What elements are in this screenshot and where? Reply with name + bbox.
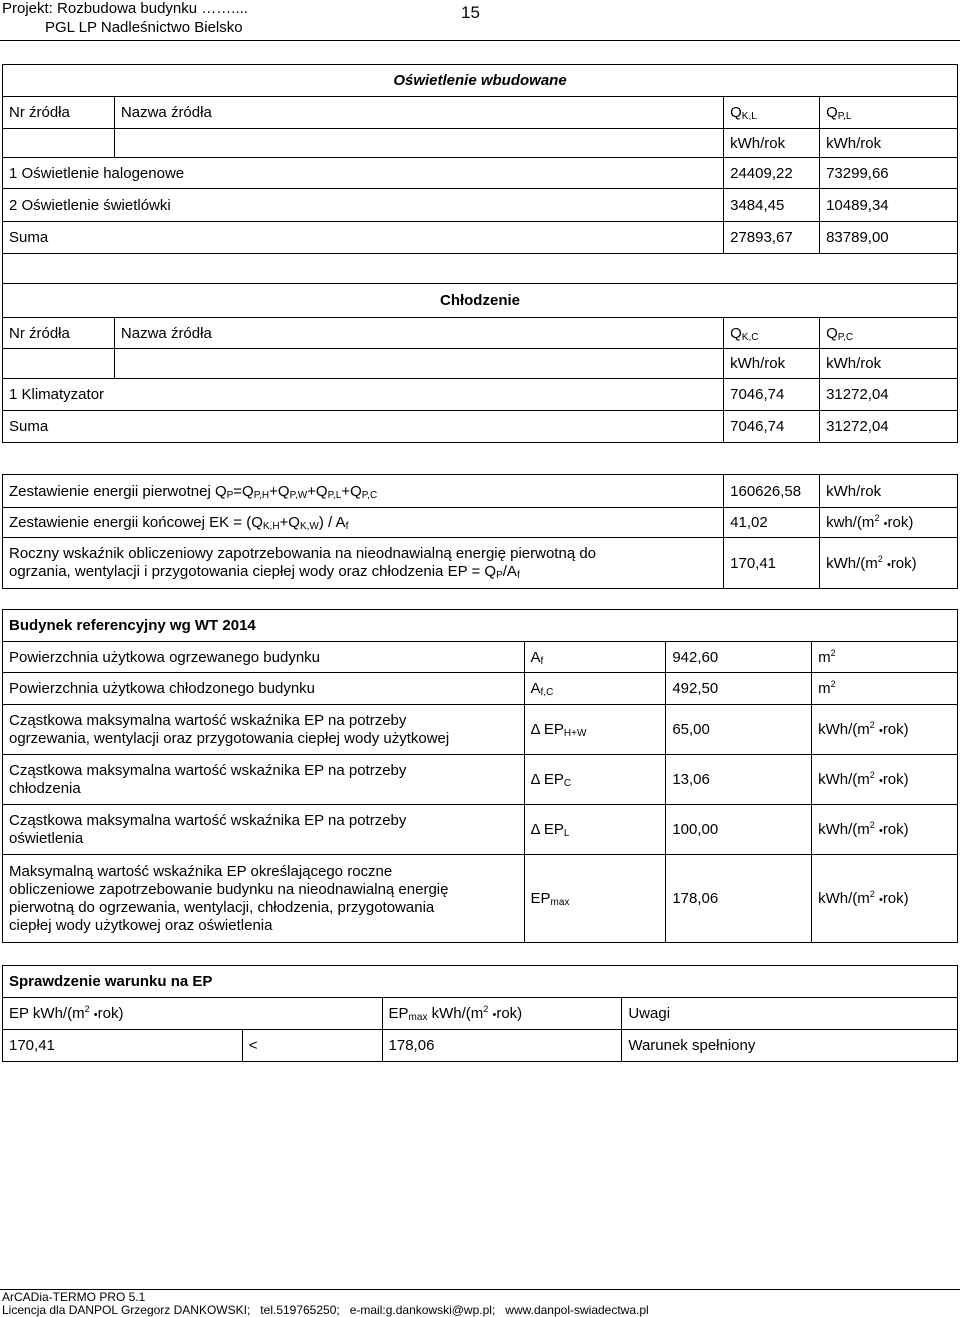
- lighting-row-qp: 73299,66: [820, 158, 958, 189]
- check-result: Warunek spełniony: [622, 1030, 958, 1062]
- primary-energy-label: Zestawienie energii pierwotnej $Q_P=Q_{P,H}+Q_{P,W}+Q_{P,L}+Q_{P,C}$: [3, 475, 724, 508]
- max-ep-sym: $EP_{max}$: [524, 855, 666, 943]
- summary-table: [2, 474, 958, 589]
- cooling-col-nr: Nr źródła: [3, 318, 115, 349]
- table-row: [3, 1030, 958, 1062]
- cooling-row-name: 1 Klimatyzator: [3, 379, 724, 411]
- table-row: [3, 705, 958, 755]
- lighting-col-nr: Nr źródła: [3, 97, 115, 129]
- partial-l-sym: Δ $EP_L$: [524, 805, 666, 855]
- cooling-row-qp: 31272,04: [820, 379, 958, 411]
- check-col-epmax: $EP_{max}$ kWh/($m^2$ •rok): [382, 998, 622, 1030]
- check-operator: <: [242, 1030, 382, 1062]
- org-line: PGL LP Nadleśnictwo Bielsko: [45, 19, 243, 36]
- cooling-row-qk: 7046,74: [724, 379, 820, 411]
- reference-area-cooled-label: Powierzchnia użytkowa chłodzonego budynku: [3, 673, 525, 705]
- lighting-sum-qp: 83789,00: [820, 222, 958, 254]
- cooling-sum-qp: 31272,04: [820, 411, 958, 443]
- check-col-ep: EP kWh/($m^2$ •rok): [3, 998, 383, 1030]
- lighting-row-qk: 24409,22: [724, 158, 820, 189]
- primary-energy-value: 160626,58: [724, 475, 820, 508]
- lighting-col-name: Nazwa źródła: [114, 97, 723, 129]
- max-ep-label: Maksymalną wartość wskaźnika EP określającego roczne obliczeniowe zapotrzebowanie budynku na nieodnawialną energię pierwotną do ogrzewania, wentylacji, chłodzenia, przygotowania ciepłej wody użytkowej oraz oświetlenia: [3, 855, 525, 943]
- table-row: [3, 642, 958, 673]
- cooling-sum-qk: 7046,74: [724, 411, 820, 443]
- lighting-row-qp: 10489,34: [820, 189, 958, 222]
- max-ep-value: 178,06: [666, 855, 812, 943]
- table-row: [3, 673, 958, 705]
- partial-c-label: Cząstkowa maksymalna wartość wskaźnika EP na potrzeby chłodzenia: [3, 755, 525, 805]
- partial-hw-unit: kWh/($m^2$ •rok): [812, 705, 958, 755]
- table-row: [3, 189, 958, 222]
- check-ep-value: 170,41: [3, 1030, 243, 1062]
- table-row: [3, 379, 958, 411]
- reference-title: Budynek referencyjny wg WT 2014: [3, 610, 958, 642]
- cooling-unit-qk: kWh/rok: [724, 349, 820, 379]
- cooling-sum-label: Suma: [3, 411, 724, 443]
- reference-table: [2, 609, 958, 943]
- partial-c-sym: Δ $EP_C$: [524, 755, 666, 805]
- table-row: [3, 805, 958, 855]
- partial-l-label: Cząstkowa maksymalna wartość wskaźnika EP na potrzeby oświetlenia: [3, 805, 525, 855]
- partial-hw-sym: Δ $EP_{H+W}$: [524, 705, 666, 755]
- table-row: [3, 158, 958, 189]
- final-energy-value: 41,02: [724, 508, 820, 538]
- reference-area-cooled-value: 492,50: [666, 673, 812, 705]
- partial-c-unit: kWh/($m^2$ •rok): [812, 755, 958, 805]
- check-col-notes: Uwagi: [622, 998, 958, 1030]
- lighting-row-qk: 3484,45: [724, 189, 820, 222]
- lighting-row-name: 1 Oświetlenie halogenowe: [3, 158, 724, 189]
- reference-area-heated-sym: $A_f$: [524, 642, 666, 673]
- final-energy-unit: kwh/($m^2$ •rok): [820, 508, 958, 538]
- partial-l-value: 100,00: [666, 805, 812, 855]
- partial-hw-label: Cząstkowa maksymalna wartość wskaźnika EP na potrzeby ogrzewania, wentylacji oraz przygotowania ciepłej wody użytkowej: [3, 705, 525, 755]
- lighting-col-qk: $Q_{K,L}$: [724, 97, 820, 129]
- footer-license: Licencja dla DANPOL Grzegorz DANKOWSKI; tel.519765250; e-mail:g.dankowski@wp.pl; www.danpol-swiadectwa.pl: [2, 1303, 649, 1317]
- reference-area-cooled-sym: $A_{f,C}$: [524, 673, 666, 705]
- page-number: 15: [461, 3, 480, 22]
- cooling-col-name: Nazwa źródła: [114, 318, 723, 349]
- reference-area-heated-label: Powierzchnia użytkowa ogrzewanego budynku: [3, 642, 525, 673]
- project-line: Projekt: Rozbudowa budynku ……....: [2, 0, 248, 17]
- check-title: Sprawdzenie warunku na EP: [3, 966, 958, 998]
- primary-energy-unit: kWh/rok: [820, 475, 958, 508]
- header-rule: [0, 40, 960, 41]
- max-ep-unit: kWh/($m^2$ •rok): [812, 855, 958, 943]
- ep-unit: kWh/($m^2$ •rok): [820, 538, 958, 589]
- lighting-cooling-table: [2, 64, 958, 443]
- check-table: [2, 965, 958, 1062]
- check-epmax-value: 178,06: [382, 1030, 622, 1062]
- cooling-title: Chłodzenie: [3, 284, 958, 318]
- cooling-col-qp: $Q_{P,C}$: [820, 318, 958, 349]
- partial-c-value: 13,06: [666, 755, 812, 805]
- cooling-unit-qp: kWh/rok: [820, 349, 958, 379]
- partial-hw-value: 65,00: [666, 705, 812, 755]
- cooling-col-qk: $Q_{K,C}$: [724, 318, 820, 349]
- lighting-title: Oświetlenie wbudowane: [3, 65, 958, 97]
- reference-area-cooled-unit: $m^2$: [812, 673, 958, 705]
- table-row: [3, 855, 958, 943]
- reference-area-heated-unit: $m^2$: [812, 642, 958, 673]
- reference-area-heated-value: 942,60: [666, 642, 812, 673]
- lighting-sum-label: Suma: [3, 222, 724, 254]
- partial-l-unit: kWh/($m^2$ •rok): [812, 805, 958, 855]
- ep-label: Roczny wskaźnik obliczeniowy zapotrzebowania na nieodnawialną energię pierwotną do ogrzania, wentylacji i przygotowania ciepłej wody oraz chłodzenia EP = $Q_P/A_f$: [3, 538, 724, 589]
- ep-value: 170,41: [724, 538, 820, 589]
- footer-software: ArCADia-TERMO PRO 5.1: [2, 1290, 146, 1304]
- final-energy-label: Zestawienie energii końcowej EK = $(Q_{K,H}+Q_{K,W}) / A_f$: [3, 508, 724, 538]
- lighting-unit-qk: kWh/rok: [724, 129, 820, 158]
- lighting-sum-qk: 27893,67: [724, 222, 820, 254]
- lighting-unit-qp: kWh/rok: [820, 129, 958, 158]
- lighting-col-qp: $Q_{P,L}$: [820, 97, 958, 129]
- lighting-row-name: 2 Oświetlenie świetlówki: [3, 189, 724, 222]
- table-row: [3, 755, 958, 805]
